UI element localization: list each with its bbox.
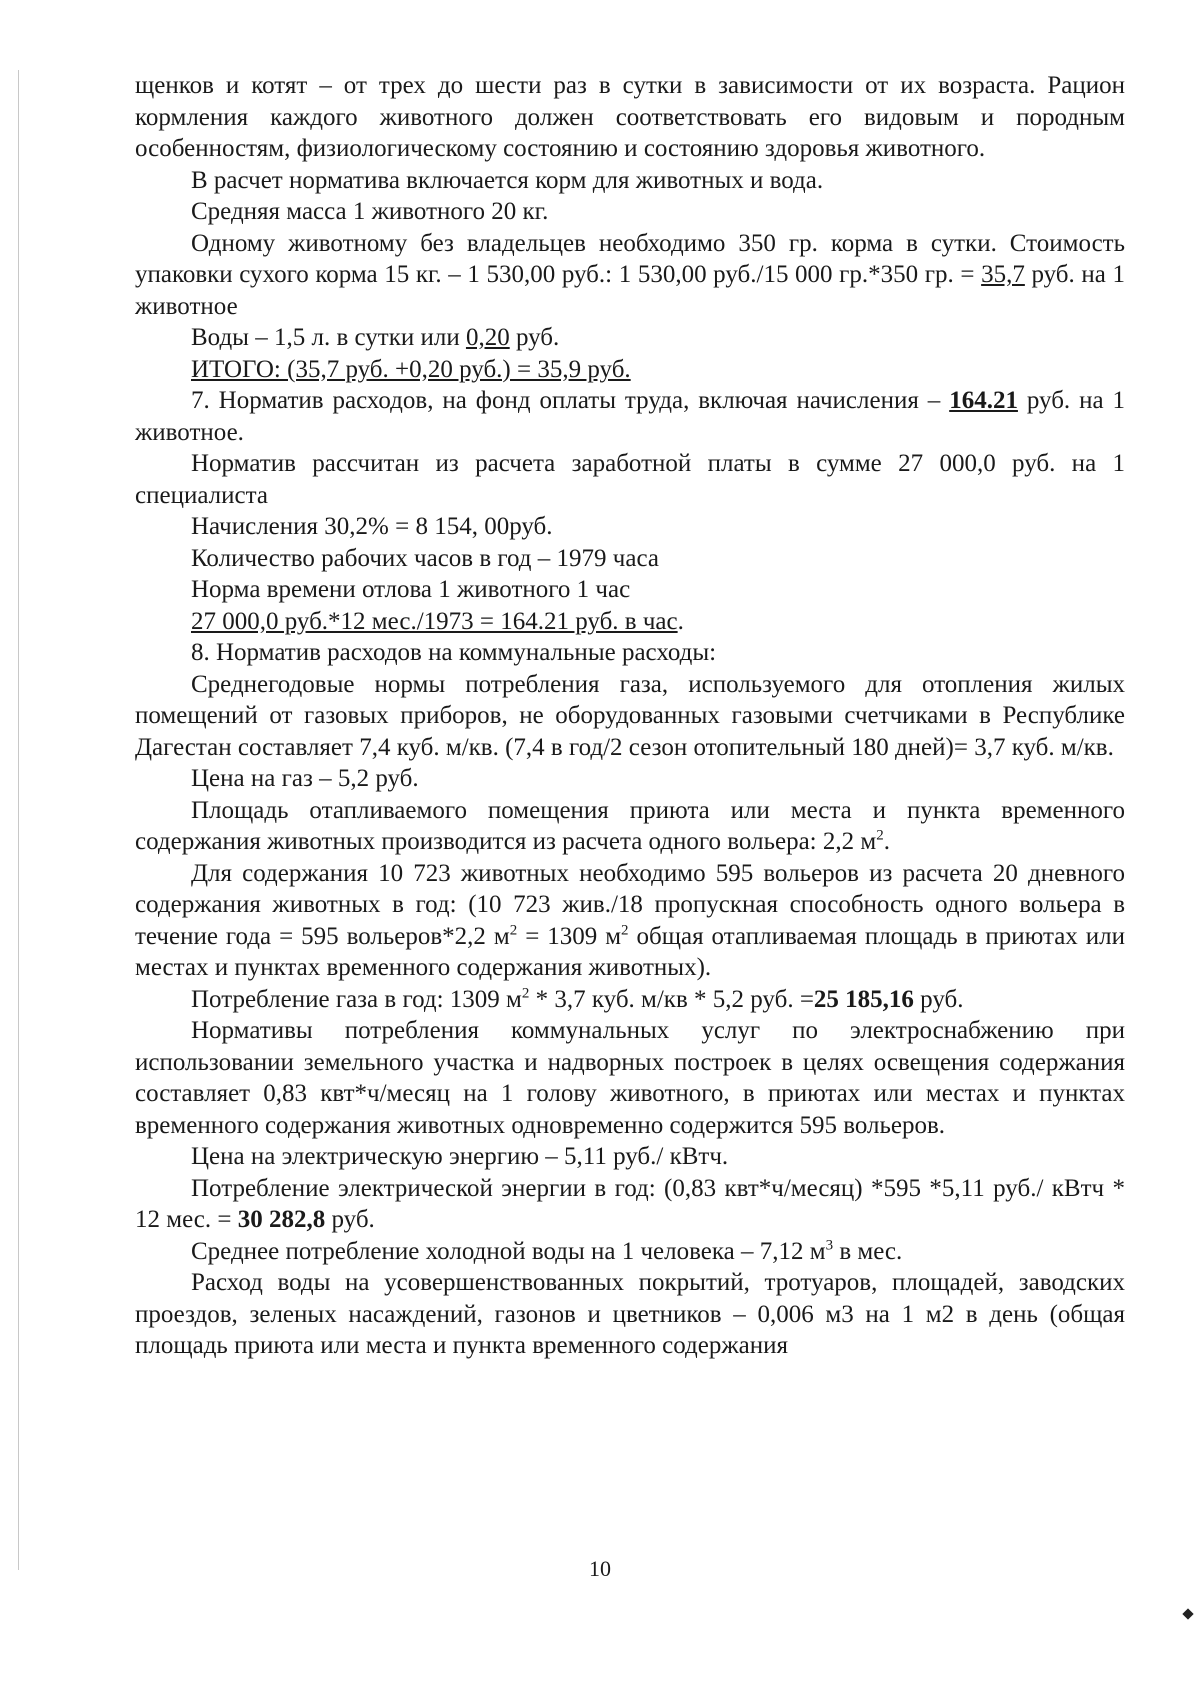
paragraph-enclosures: Для содержания 10 723 животных необходимо 595 вольеров из расчета 20 дневного содержания животных в год: (10 723 жив./18 пропускная способность одного вольера в течение года = 595 вольеров*2,2 $м^2 = 1309$ $м^2$ общая отапливаемая площадь в приютах или местах и пунктах временного содержания животных). bbox=[135, 859, 1126, 981]
gas-consumption-value: 25 185,16 bbox=[813, 985, 914, 1013]
paragraph-accruals: Начисления 30,2% = 8 154, 00руб. bbox=[191, 513, 553, 540]
electricity-consumption-value: 30 282,8 bbox=[237, 1206, 326, 1233]
paragraph-hourly-rate: 27 000,0 руб.*12 мес./1973 = 164.21 руб. в час. bbox=[191, 607, 684, 635]
paragraph-gas-norms: Среднегодовые нормы потребления газа, используемого для отопления жилых помещений от газовых приборов, не оборудованных газовыми счетчиками в Республике Дагестан составляет 7,4 куб. м/кв. (7,4 в год/2 сезон отопительный 180 дней)= 3,7 куб. м/кв. bbox=[135, 670, 1125, 761]
paragraph-heated-area: Площадь отапливаемого помещения приюта или места и пункта временного содержания животных производится из расчета одного вольера: 2,2 $м^2$. bbox=[135, 796, 1125, 855]
paragraph-utilities-heading: 8. Норматив расходов на коммунальные расходы: bbox=[191, 639, 717, 666]
paragraph-electricity-price: Цена на электрическую энергию – 5,11 руб./ кВтч. bbox=[191, 1143, 729, 1170]
paragraph-labor-norm: 7. Норматив расходов, на фонд оплаты труда, включая начисления – 164.21 руб. на 1 животное. bbox=[135, 387, 1125, 446]
paragraph-electricity-norms: Нормативы потребления коммунальных услуг по электроснабжению при использовании земельного участка и надворных построек в целях освещения содержания составляет 0,83 квт*ч/месяц на 1 голову животного, в приютах или местах и пунктах временного содержания животных одновременно содержится 595 вольеров. bbox=[135, 1017, 1125, 1139]
water-cost-value: 0,20 bbox=[465, 324, 510, 351]
paragraph-cold-water: Среднее потребление холодной воды на 1 человека – 7,12 $м^3$ в мес. bbox=[191, 1237, 903, 1265]
paragraph-working-hours: Количество рабочих часов в год – 1979 часа bbox=[191, 544, 659, 572]
feed-cost-value: 35,7 bbox=[981, 261, 1025, 288]
paragraph-salary-basis: Норматив рассчитан из расчета заработной платы в сумме 27 000,0 руб. на 1 специалиста bbox=[135, 450, 1125, 509]
paragraph-gas-consumption: Потребление газа в год: 1309 $м^2 * 3,7$ куб. м/кв * 5,2 руб. =25 185,16 руб. bbox=[191, 985, 964, 1013]
paragraph-water-cost: Воды – 1,5 л. в сутки или 0,20 руб. bbox=[191, 324, 560, 351]
scan-mark bbox=[1182, 1608, 1193, 1619]
paragraph-feeding-frequency: щенков и котят – от трех до шести раз в сутки в зависимости от их возраста. Рацион кормления каждого животного должен соответствовать его видовым и породным особенностям, физиологическому состоянию и состоянию здоровья животного. bbox=[135, 72, 1125, 162]
scan-page-edge bbox=[18, 70, 19, 1570]
paragraph-feed-cost: Одному животному без владельцев необходимо 350 гр. корма в сутки. Стоимость упаковки сухого корма 15 кг. – 1 530,00 руб.: 1 530,00 руб./15 000 гр.*350 гр. = 35,7 руб. на 1 животное bbox=[135, 229, 1125, 320]
page-number: 10 bbox=[589, 1556, 611, 1581]
paragraph-gas-price: Цена на газ – 5,2 руб. bbox=[191, 765, 419, 792]
labor-norm-value: 164.21 bbox=[949, 387, 1018, 414]
document-body bbox=[135, 70, 1125, 1362]
paragraph-catch-time: Норма времени отлова 1 животного 1 час bbox=[191, 576, 631, 603]
paragraph-electricity-consumption: Потребление электрической энергии в год: (0,83 квт*ч/месяц) *595 *5,11 руб./ кВтч * 12 мес. = 30 282,8 руб. bbox=[135, 1174, 1125, 1233]
paragraph-feed-and-water: В расчет норматива включается корм для животных и вода. bbox=[191, 166, 824, 194]
paragraph-total: ИТОГО: (35,7 руб. +0,20 руб.) = 35,9 руб. bbox=[191, 355, 631, 383]
paragraph-water-usage: Расход воды на усовершенствованных покрытий, тротуаров, площадей, заводских проездов, зеленых насаждений, газонов и цветников – 0,006 м3 на 1 м2 в день (общая площадь приюта или места и пункта временного содержания bbox=[135, 1269, 1125, 1359]
paragraph-average-mass: Средняя масса 1 животного 20 кг. bbox=[191, 198, 549, 225]
